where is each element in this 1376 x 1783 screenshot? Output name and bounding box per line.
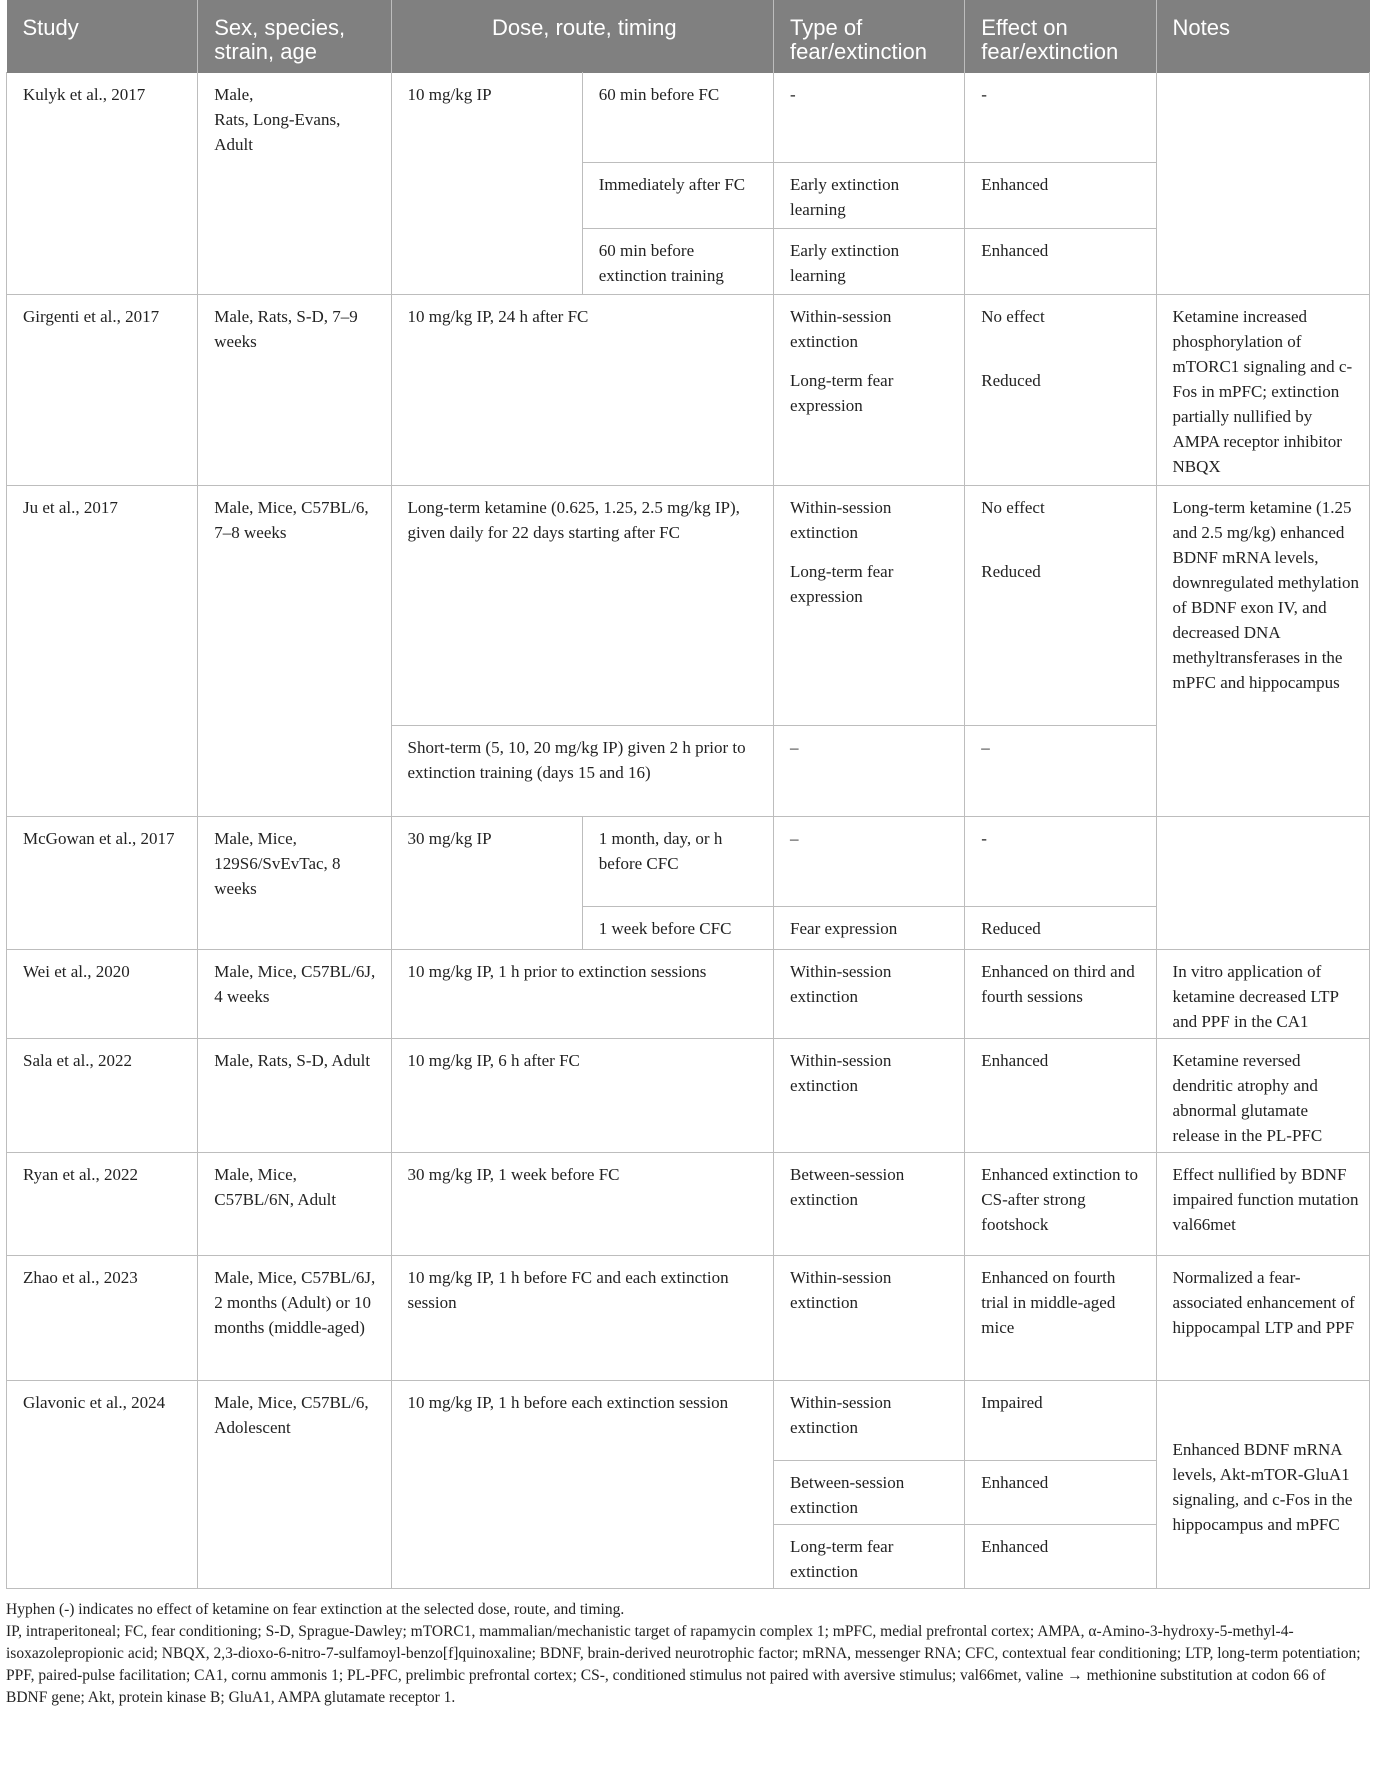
sex-cell: Male, Mice, C57BL/6, 7–8 weeks [198, 486, 391, 817]
table-row [7, 1039, 1370, 1153]
effect-line: No effect [981, 307, 1045, 326]
effect-line: No effect [981, 498, 1045, 517]
type-cell: – [774, 817, 965, 907]
effect-cell: - [965, 73, 1156, 163]
type-cell: Fear expression [774, 907, 965, 950]
effect-cell: Impaired [965, 1381, 1156, 1461]
type-cell [774, 295, 965, 486]
notes-cell [1156, 817, 1369, 950]
ketamine-studies-table [6, 0, 1370, 1589]
effect-cell: Enhanced [965, 1039, 1156, 1153]
type-cell: – [774, 726, 965, 817]
study-cell: McGowan et al., 2017 [7, 817, 198, 950]
effect-cell: Enhanced on fourth trial in middle-aged mice [965, 1256, 1156, 1381]
header-notes: Notes [1156, 0, 1369, 73]
sex-cell: Male, Mice, 129S6/SvEvTac, 8 weeks [198, 817, 391, 950]
header-sex-species: Sex, species, strain, age [198, 0, 391, 73]
dose-cell: 10 mg/kg IP, 1 h before FC and each extinction session [391, 1256, 774, 1381]
sex-cell: Male, Rats, S-D, Adult [198, 1039, 391, 1153]
effect-cell: Enhanced [965, 1461, 1156, 1525]
timing-cell: Immediately after FC [582, 163, 773, 229]
timing-cell: 1 week before CFC [582, 907, 773, 950]
type-cell: - [774, 73, 965, 163]
effect-line: Reduced [981, 562, 1041, 581]
type-cell: Within-session extinction [774, 1381, 965, 1461]
sex-cell: Male, Mice, C57BL/6J, 2 months (Adult) or 10 months (middle-aged) [198, 1256, 391, 1381]
header-study: Study [7, 0, 198, 73]
type-cell: Early extinction learning [774, 229, 965, 295]
notes-cell: Effect nullified by BDNF impaired function mutation val66met [1156, 1153, 1369, 1256]
study-cell: Sala et al., 2022 [7, 1039, 198, 1153]
dose-cell: 30 mg/kg IP, 1 week before FC [391, 1153, 774, 1256]
dose-cell: 10 mg/kg IP, 24 h after FC [391, 295, 774, 486]
effect-cell: Enhanced [965, 229, 1156, 295]
notes-cell: In vitro application of ketamine decreased LTP and PPF in the CA1 [1156, 950, 1369, 1039]
table-row [7, 486, 1370, 726]
table-footnotes [6, 1599, 1370, 1709]
footnote-hyphen: Hyphen (-) indicates no effect of ketamine on fear extinction at the selected dose, route, and timing. [6, 1601, 625, 1618]
table-row [7, 817, 1370, 907]
study-cell: Kulyk et al., 2017 [7, 73, 198, 295]
effect-cell: Enhanced on third and fourth sessions [965, 950, 1156, 1039]
table-row [7, 950, 1370, 1039]
study-cell: Zhao et al., 2023 [7, 1256, 198, 1381]
effect-cell: Reduced [965, 907, 1156, 950]
timing-cell: 60 min before extinction training [582, 229, 773, 295]
notes-cell: Ketamine reversed dendritic atrophy and abnormal glutamate release in the PL-PFC [1156, 1039, 1369, 1153]
study-cell: Wei et al., 2020 [7, 950, 198, 1039]
type-cell: Long-term fear extinction [774, 1525, 965, 1589]
notes-cell: Long-term ketamine (1.25 and 2.5 mg/kg) enhanced BDNF mRNA levels, downregulated methylation of BDNF exon IV, and decreased DNA methyltransferases in the mPFC and hippocampus [1156, 486, 1369, 817]
dose-cell: 10 mg/kg IP, 6 h after FC [391, 1039, 774, 1153]
notes-cell: Enhanced BDNF mRNA levels, Akt-mTOR-GluA1 signaling, and c-Fos in the hippocampus and mPFC [1156, 1381, 1369, 1589]
type-cell: Within-session extinction [774, 1039, 965, 1153]
study-cell: Glavonic et al., 2024 [7, 1381, 198, 1589]
study-cell: Girgenti et al., 2017 [7, 295, 198, 486]
header-row [7, 0, 1370, 73]
sex-cell: Male, Mice, C57BL/6J, 4 weeks [198, 950, 391, 1039]
type-line: Long-term fear expression [790, 562, 894, 606]
document [6, 0, 1370, 1709]
table-row [7, 1381, 1370, 1461]
type-line: Long-term fear expression [790, 371, 894, 415]
header-effect: Effect on fear/extinction [965, 0, 1156, 73]
type-cell: Within-session extinction [774, 950, 965, 1039]
effect-cell: Enhanced [965, 1525, 1156, 1589]
effect-cell: Enhanced extinction to CS-after strong footshock [965, 1153, 1156, 1256]
notes-cell: Ketamine increased phosphorylation of mTORC1 signaling and c-Fos in mPFC; extinction partially nullified by AMPA receptor inhibitor NBQX [1156, 295, 1369, 486]
sex-cell: Male, Rats, Long-Evans, Adult [198, 73, 391, 295]
dose-cell: 10 mg/kg IP, 1 h before each extinction session [391, 1381, 774, 1589]
dose-cell: 30 mg/kg IP [391, 817, 582, 950]
study-cell: Ju et al., 2017 [7, 486, 198, 817]
effect-cell [965, 295, 1156, 486]
dose-cell: 10 mg/kg IP, 1 h prior to extinction sessions [391, 950, 774, 1039]
type-cell: Within-session extinction [774, 1256, 965, 1381]
notes-cell: Normalized a fear-associated enhancement of hippocampal LTP and PPF [1156, 1256, 1369, 1381]
table-row [7, 295, 1370, 486]
type-cell: Between-session extinction [774, 1461, 965, 1525]
table-row [7, 1256, 1370, 1381]
timing-cell: 1 month, day, or h before CFC [582, 817, 773, 907]
footnote-abbreviations: IP, intraperitoneal; FC, fear conditioning; S-D, Sprague-Dawley; mTORC1, mammalian/mechanistic target of rapamycin complex 1; mPFC, medial prefrontal cortex; AMPA, α-Amino-3-hydroxy-5-methyl-4-isoxazolepropionic acid; NBQX, 2,3-dioxo-6-nitro-7-sulfamoyl-benzo[f]quinoxaline; BDNF, brain-derived neurotrophic factor; mRNA, messenger RNA; CFC, contextual fear conditioning; LTP, long-term potentiation; PPF, paired-pulse facilitation; CA1, cornu ammonis 1; PL-PFC, prelimbic prefrontal cortex; CS-, conditioned stimulus not paired with aversive stimulus; val66met, valine → methionine substitution at codon 66 of BDNF gene; Akt, protein kinase B; GluA1, AMPA glutamate receptor 1. [6, 1623, 1361, 1706]
effect-cell: Enhanced [965, 163, 1156, 229]
effect-cell [965, 486, 1156, 726]
type-cell: Between-session extinction [774, 1153, 965, 1256]
table-row [7, 73, 1370, 163]
dose-cell: 10 mg/kg IP [391, 73, 582, 295]
sex-cell: Male, Mice, C57BL/6N, Adult [198, 1153, 391, 1256]
table-row [7, 1153, 1370, 1256]
study-cell: Ryan et al., 2022 [7, 1153, 198, 1256]
dose-cell: Long-term ketamine (0.625, 1.25, 2.5 mg/kg IP), given daily for 22 days starting after FC [391, 486, 774, 726]
type-cell [774, 486, 965, 726]
sex-cell: Male, Rats, S-D, 7–9 weeks [198, 295, 391, 486]
header-dose-route-timing: Dose, route, timing [391, 0, 774, 73]
effect-cell: – [965, 726, 1156, 817]
type-line: Within-session extinction [790, 498, 892, 542]
header-type: Type of fear/extinction [774, 0, 965, 73]
type-line: Within-session extinction [790, 307, 892, 351]
effect-cell: - [965, 817, 1156, 907]
sex-cell: Male, Mice, C57BL/6, Adolescent [198, 1381, 391, 1589]
notes-cell [1156, 73, 1369, 295]
effect-line: Reduced [981, 371, 1041, 390]
dose-cell: Short-term (5, 10, 20 mg/kg IP) given 2 h prior to extinction training (days 15 and 16) [391, 726, 774, 817]
type-cell: Early extinction learning [774, 163, 965, 229]
timing-cell: 60 min before FC [582, 73, 773, 163]
